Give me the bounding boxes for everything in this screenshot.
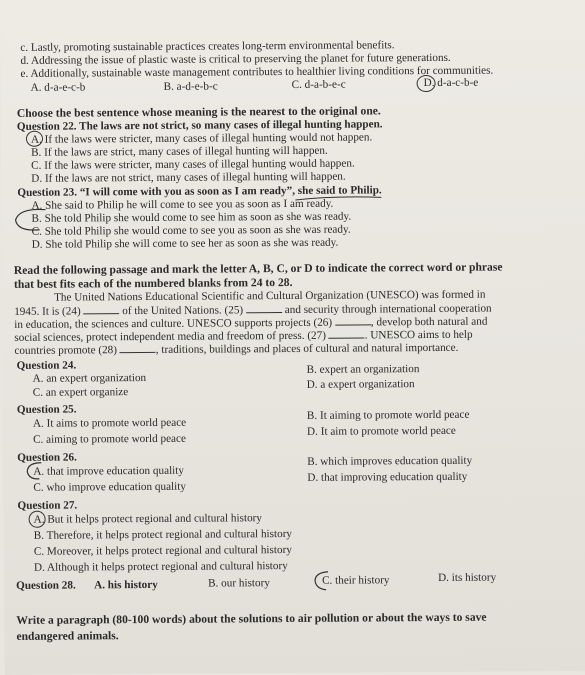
blank-28[interactable] <box>120 343 156 353</box>
passage-text: . UNESCO aims to help <box>364 328 473 342</box>
blank-25[interactable] <box>246 303 282 313</box>
q25-option-d[interactable]: D. It aim to promote world peace <box>306 424 456 438</box>
writing-task-line-2: endangered animals. <box>16 629 119 643</box>
q24-option-b[interactable]: B. expert an organization <box>306 363 420 376</box>
passage-text: and security through international cooperation <box>284 302 492 317</box>
q26-option-c[interactable]: C. who improve education quality <box>33 480 187 494</box>
q22-option-c[interactable]: C. If the laws were stricter, many cases of illegal hunting would happen. <box>31 157 355 172</box>
q22-option-d[interactable]: D. If the laws are not strict, many cases of illegal hunting will happen. <box>31 170 346 185</box>
q25-option-a[interactable]: A. It aims to promote world peace <box>32 416 187 430</box>
q28-option-d[interactable]: D. its history <box>438 571 497 584</box>
question-24-label: Question 24. <box>16 359 77 372</box>
passage-text: , develop both natural and <box>370 315 488 329</box>
q28-option-b[interactable]: B. our history <box>208 577 270 590</box>
passage-text: , traditions, buildings and places of cultural and natural importance. <box>155 341 459 356</box>
q27-option-d[interactable]: D. Although it helps protect regional and cultural history <box>33 560 288 574</box>
passage-text: countries promote (28) <box>14 344 118 357</box>
section-instruction-transformation: Choose the best sentence whose meaning is the nearest to the original one. <box>16 104 381 120</box>
question-25-label: Question 25. <box>16 403 77 416</box>
sentence-c: c. Lastly, promoting sustainable practices creates long-term environmental benefits. <box>20 39 395 54</box>
passage-text: in education, the sciences and culture. UNESCO supports projects (26) <box>14 316 333 331</box>
q23-option-a[interactable]: A. She said to Philip he will come to see you as soon as I am ready. <box>31 197 334 212</box>
q28-option-a[interactable]: A. his history <box>94 578 158 592</box>
passage-line-1: The United Nations Educational Scientific and Cultural Organization (UNESCO) was formed in <box>54 288 486 304</box>
q23-option-b[interactable]: B. She told Philip she would come to see him as soon as she was ready. <box>31 210 352 225</box>
q22-option-a[interactable]: A. If the laws were stricter, many cases of illegal hunting would not happen. <box>30 131 373 146</box>
q27-option-c[interactable]: C. Moreover, it helps protect regional and cultural history <box>33 543 292 558</box>
q26-option-a[interactable]: A. that improve education quality <box>33 464 185 478</box>
q28-option-c[interactable]: C. their history <box>322 574 390 587</box>
order-option-c[interactable]: C. d-a-b-e-c <box>291 78 346 91</box>
q26-option-b[interactable]: B. which improves education quality <box>307 454 473 468</box>
q25-option-c[interactable]: C. aiming to promote world peace <box>33 432 186 446</box>
question-28-label: Question 28. <box>16 579 76 592</box>
section-instruction-cloze-2: that best fits each of the numbered blanks from 24 to 28. <box>13 275 293 291</box>
blank-26[interactable] <box>335 315 371 325</box>
q22-option-b[interactable]: B. If the laws are strict, many cases of illegal hunting will happen. <box>31 144 328 159</box>
order-option-a[interactable]: A. d-a-e-c-b <box>30 81 86 94</box>
q24-option-c[interactable]: C. an expert organize <box>32 386 129 399</box>
question-22-stem: Question 22. The laws are not strict, so many cases of illegal hunting happen. <box>16 118 383 133</box>
q23-option-d[interactable]: D. She told Philip she will come to see her as soon as she was ready. <box>31 236 339 251</box>
sentence-d: d. Addressing the issue of plastic waste is critical to preserving the planet for future generations. <box>20 51 451 67</box>
order-option-d[interactable]: D. d-a-c-b-e <box>423 76 479 90</box>
q26-option-d[interactable]: D. that improving education quality <box>307 470 468 484</box>
sentence-e: e. Additionally, sustainable waste management contributes to healthier living conditions for communities. <box>20 64 494 80</box>
question-27-label: Question 27. <box>17 499 78 512</box>
q25-option-b[interactable]: B. It aiming to promote world peace <box>306 408 470 422</box>
question-26-label: Question 26. <box>17 451 77 464</box>
passage-text: social sciences, protect independent media and freedom of press. (27) <box>14 329 326 344</box>
passage-text: 1945. It is (24) <box>14 305 81 318</box>
order-option-b[interactable]: B. a-d-e-b-c <box>163 80 218 93</box>
blank-27[interactable] <box>329 328 365 338</box>
section-instruction-cloze-1: Read the following passage and mark the letter A, B, C, or D to indicate the correct word or phrase <box>13 260 503 277</box>
blank-24[interactable] <box>83 304 119 314</box>
q27-option-b[interactable]: B. Therefore, it helps protect regional and cultural history <box>33 527 293 542</box>
writing-task-line-1: Write a paragraph (80-100 words) about the solutions to air pollution or about the ways to save <box>16 610 487 627</box>
q24-option-a[interactable]: A. an expert organization <box>32 371 147 385</box>
passage-line-5 <box>14 341 458 358</box>
question-23-stem: Question 23. “I will come with you as soon as I am ready”, she said to Philip. <box>17 184 382 199</box>
q24-option-d[interactable]: D. a expert organization <box>306 378 415 391</box>
q23-option-c[interactable]: C. She told Philip she would come to see you as soon as she was ready. <box>31 223 351 238</box>
q27-option-a[interactable]: A. But it helps protect regional and cultural history <box>33 512 263 526</box>
passage-text: of the United Nations. (25) <box>122 304 244 318</box>
